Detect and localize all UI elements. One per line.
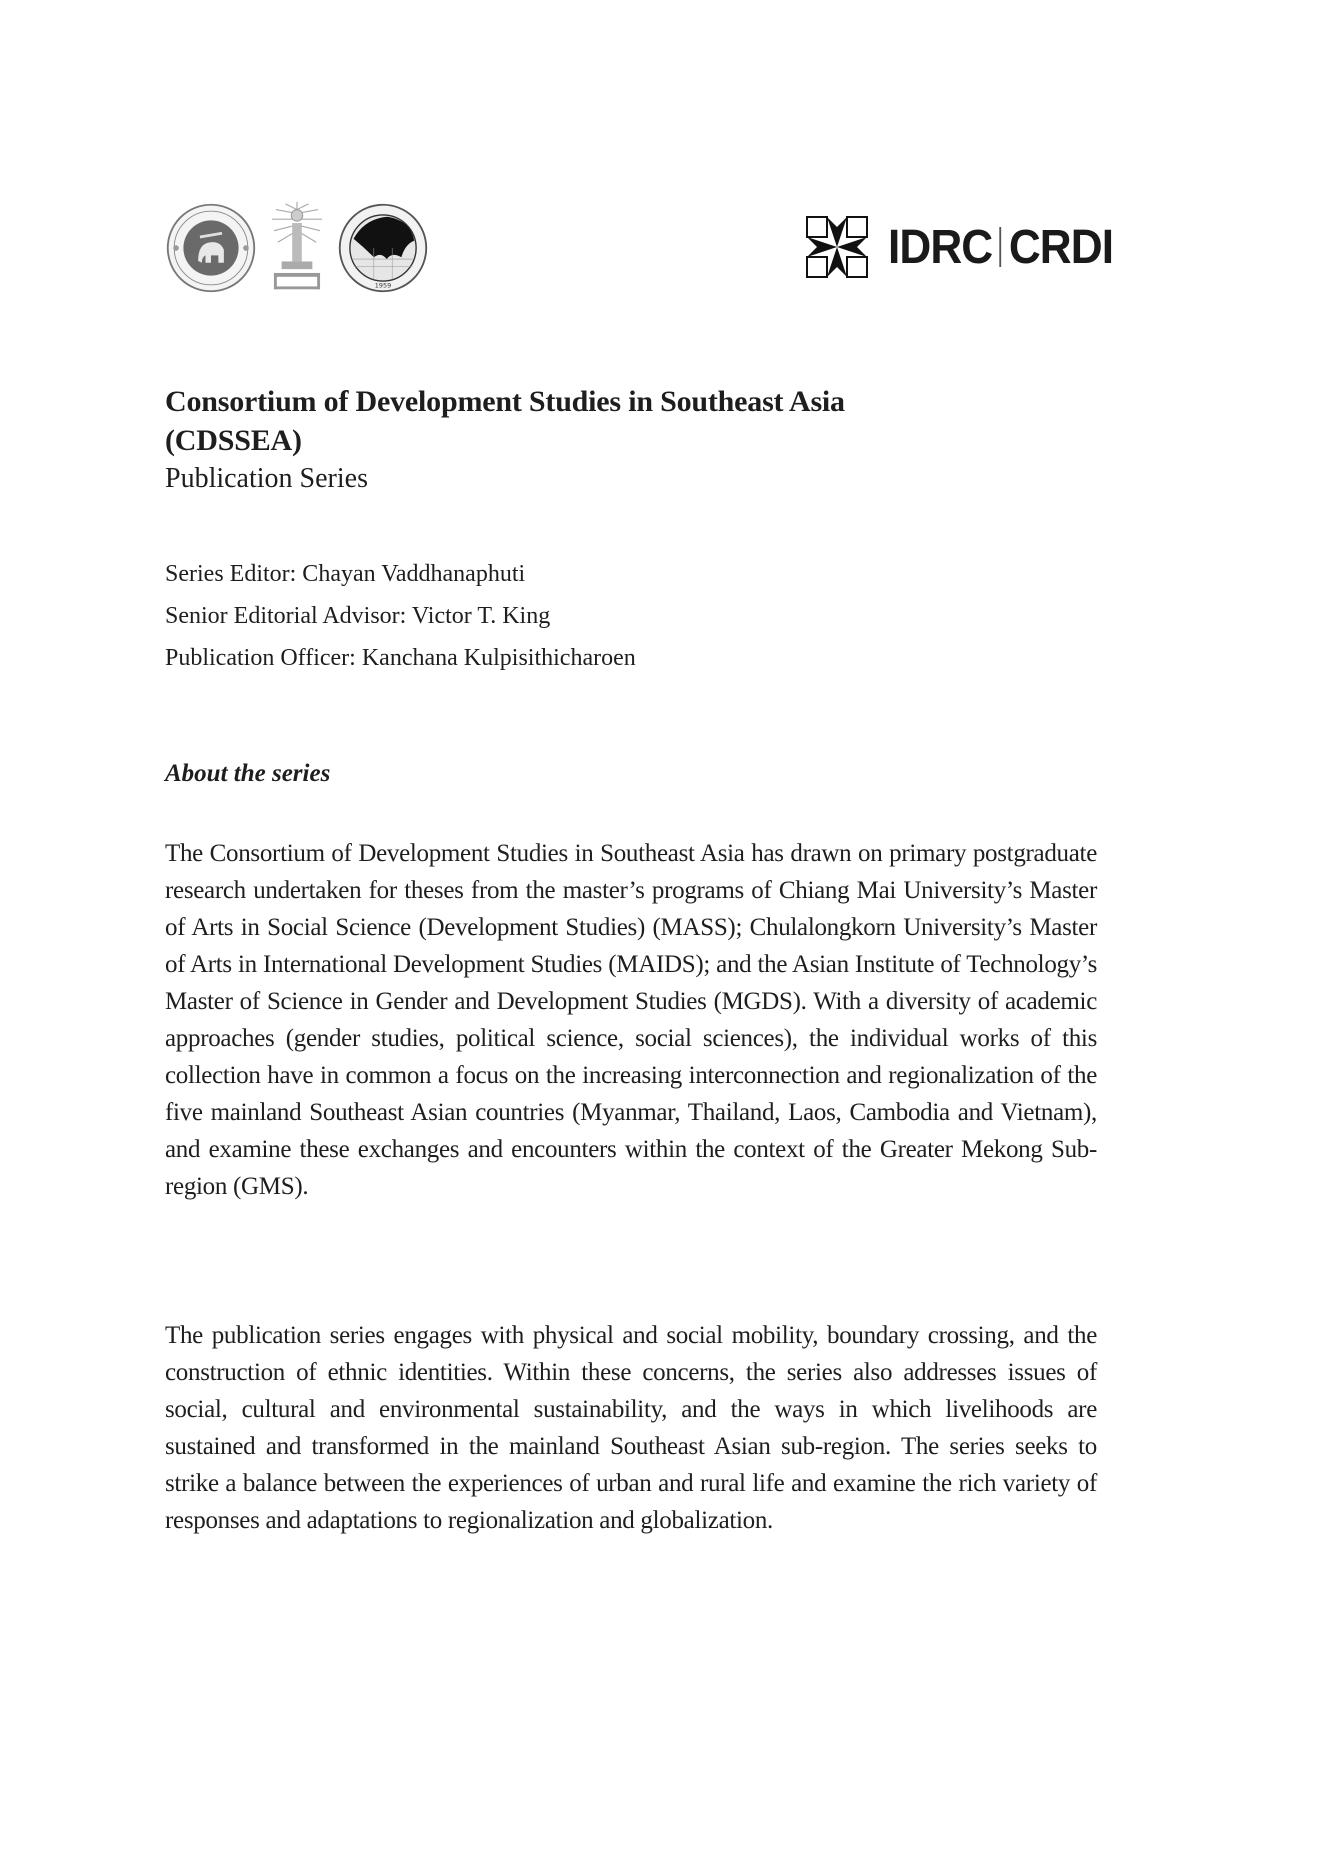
crdi-text: CRDI xyxy=(1008,220,1114,274)
series-title-line2: (CDSSEA) xyxy=(165,424,302,457)
title-block xyxy=(165,382,1125,498)
partner-logos xyxy=(165,200,429,296)
about-paragraph-1: The Consortium of Development Studies in Southeast Asia has drawn on primary postgraduate research undertaken for theses from the master’s programs of Chiang Mai University’s Master of Arts in Social Science (Development Studies) (MASS); Chulalongkorn University’s Master of Arts in International Development Studies (MAIDS); and the Asian Institute of Technology’s Master of Science in Gender and Development Studies (MGDS). With a diversity of academic approaches (gender studies, political science, social sciences), the individual works of this collection have in common a focus on the increasing interconnection and regionalization of the five mainland Southeast Asian countries (Myanmar, Thailand, Laos, Cambodia and Vietnam), and examine these exchanges and encounters within the context of the Greater Mekong Sub-region (GMS). xyxy=(165,840,1097,1200)
about-heading: About the series xyxy=(165,760,331,787)
series-subtitle: Publication Series xyxy=(165,463,368,494)
senior-editorial-advisor: Senior Editorial Advisor: Victor T. King xyxy=(165,603,551,629)
logo-divider xyxy=(1000,227,1002,267)
ait-seal-icon xyxy=(337,202,429,294)
svg-text:1959: 1959 xyxy=(374,281,392,290)
chulalongkorn-emblem-icon xyxy=(267,200,327,296)
idrc-text: IDRC xyxy=(888,220,993,274)
publication-officer: Publication Officer: Kanchana Kulpisithicharoen xyxy=(165,645,636,671)
series-editor: Series Editor: Chayan Vaddhanaphuti xyxy=(165,561,526,587)
chiang-mai-university-seal-icon xyxy=(165,202,257,294)
idrc-crdi-logo xyxy=(806,216,1133,278)
series-title-line1: Consortium of Development Studies in Southeast Asia xyxy=(165,385,845,418)
about-paragraph-2: The publication series engages with physical and social mobility, boundary crossing, and the construction of ethnic identities. Within these concerns, the series also addresses issues of social, cultural and environmental sustainability, and the ways in which livelihoods are sustained and transformed in the mainland Southeast Asian sub-region. The series seeks to strike a balance between the experiences of urban and rural life and examine the rich variety of responses and adaptations to regionalization and globalization. xyxy=(165,1322,1097,1534)
credits-list xyxy=(165,553,1065,679)
idrc-star-icon xyxy=(806,216,868,278)
